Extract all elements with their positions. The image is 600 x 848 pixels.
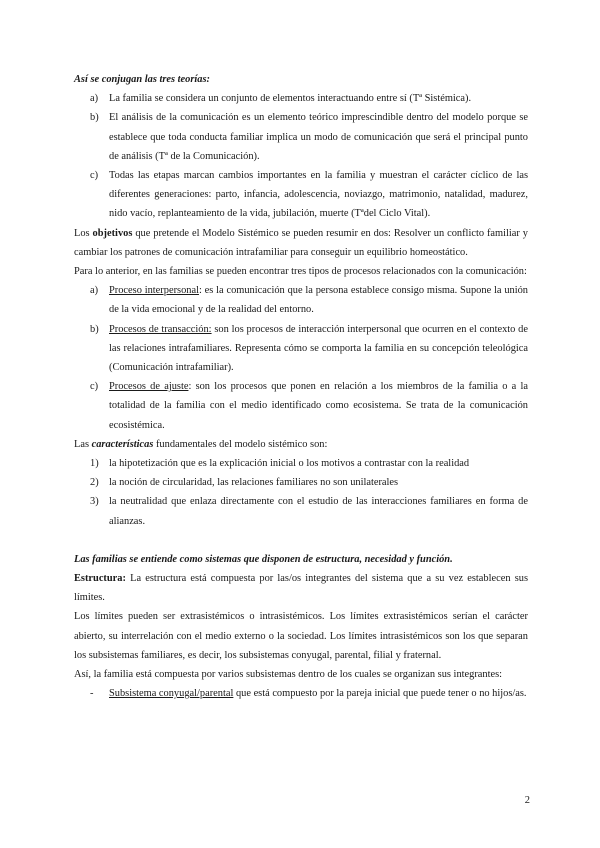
list-item xyxy=(74,89,528,108)
list-item-text: Procesos de transacción: son los procesos de interacción interpersonal que ocurren en el contexto de las relaciones intrafamiliares. Representa cómo se comporta la familia en su concepción teleológica (Comunicación intrafamiliar). xyxy=(109,323,528,374)
list-item xyxy=(74,454,528,473)
list-item xyxy=(74,684,528,703)
list-marker: b) xyxy=(90,112,99,124)
list-item-text: la neutralidad que enlaza directamente con el estudio de las interacciones familiares en forma de alianzas. xyxy=(109,496,528,527)
objectives-paragraph: Los objetivos que pretende el Modelo Sistémico se pueden resumir en dos: Resolver un conflicto familiar y cambiar los patrones de comunicación intrafamiliar para conseguir un equilibrio homeostático. xyxy=(74,227,528,258)
page-content xyxy=(74,70,528,704)
list-item xyxy=(74,166,528,224)
list-item xyxy=(74,108,528,166)
list-item-text: El análisis de la comunicación es un elemento teórico imprescindible dentro del modelo porque se establece que toda conducta familiar implica un modo de comunicación que será el principal punto de análisis (Tª de la Comunicación). xyxy=(109,112,528,162)
page-number: 2 xyxy=(524,795,530,806)
processes-intro: Para lo anterior, en las familias se pueden encontrar tres tipos de procesos relacionados con la comunicación: xyxy=(74,266,527,278)
list-item-text: La familia se considera un conjunto de elementos interactuando entre sí (Tª Sistémica). xyxy=(109,93,472,105)
subsystem-term: Subsistema conyugal/parental xyxy=(109,688,234,700)
list-marker: c) xyxy=(90,170,99,182)
process-term: Proceso interpersonal xyxy=(109,285,199,297)
characteristics-intro: Las características fundamentales del modelo sistémico son: xyxy=(74,438,328,450)
structure-keyword: Estructura: xyxy=(74,573,126,585)
structure-paragraph: Estructura: La estructura está compuesta por las/os integrantes del sistema que a su vez establecen sus límites. xyxy=(74,573,528,604)
list-marker: b) xyxy=(90,323,99,335)
characteristics-keyword: características xyxy=(91,438,154,450)
list-item-text: Procesos de ajuste: son los procesos que ponen en relación a los miembros de la familia o a la totalidad de la familia con el medio identificado como ecosistema. Se trata de la comunicación ecosistémica. xyxy=(109,381,528,431)
list-marker: a) xyxy=(90,285,99,297)
list-marker: 3) xyxy=(90,496,99,508)
list-item xyxy=(74,281,528,319)
objectives-keyword: objetivos xyxy=(92,227,133,239)
list-marker: 1) xyxy=(90,458,99,470)
section-heading-theories: Así se conjugan las tres teorías: xyxy=(74,74,210,85)
list-item-text: Todas las etapas marcan cambios importantes en la familia y muestran el carácter cíclico de las diferentes generaciones: parto, infancia, adolescencia, noviazgo, matrimonio, natalidad, madurez, nido vacío, replanteamiento de la vida, jubilación, muerte (Tªdel Ciclo Vital). xyxy=(109,170,528,220)
section-heading-families: Las familias se entiende como sistemas que disponen de estructura, necesidad y función. xyxy=(74,553,453,565)
list-item-text: Subsistema conyugal/parental que está compuesto por la pareja inicial que puede tener o no hijos/as. xyxy=(109,688,527,700)
list-item xyxy=(74,320,528,378)
list-item xyxy=(74,377,528,435)
list-item xyxy=(74,492,528,530)
list-marker: c) xyxy=(90,381,99,393)
list-item-text: Proceso interpersonal: es la comunicación que la persona establece consigo misma. Supone la unión de la vida emocional y de la realidad del entorno. xyxy=(109,285,528,316)
limits-paragraph: Los límites pueden ser extrasistémicos o intrasistémicos. Los límites extrasistémicos serían el carácter abierto, su interrelación con el medio externo o la sociedad. Los límites intrasistémicos son los que separan los subsistemas familiares, es decir, los subsistemas conyugal, parental, filial y fraternal. xyxy=(74,611,528,661)
list-item-text: la hipotetización que es la explicación inicial o los motivos a contrastar con la realidad xyxy=(109,458,470,470)
list-marker: a) xyxy=(90,93,99,105)
subsystems-intro: Así, la familia está compuesta por varios subsistemas dentro de los cuales se organizan sus integrantes: xyxy=(74,669,503,681)
list-item-text: la noción de circularidad, las relaciones familiares no son unilaterales xyxy=(109,477,399,489)
list-marker: - xyxy=(90,688,94,700)
process-term: Procesos de transacción: xyxy=(109,323,212,335)
list-marker: 2) xyxy=(90,477,99,489)
process-term: Procesos de ajuste xyxy=(109,381,189,393)
list-item xyxy=(74,473,528,492)
paragraph-spacer xyxy=(74,531,528,550)
